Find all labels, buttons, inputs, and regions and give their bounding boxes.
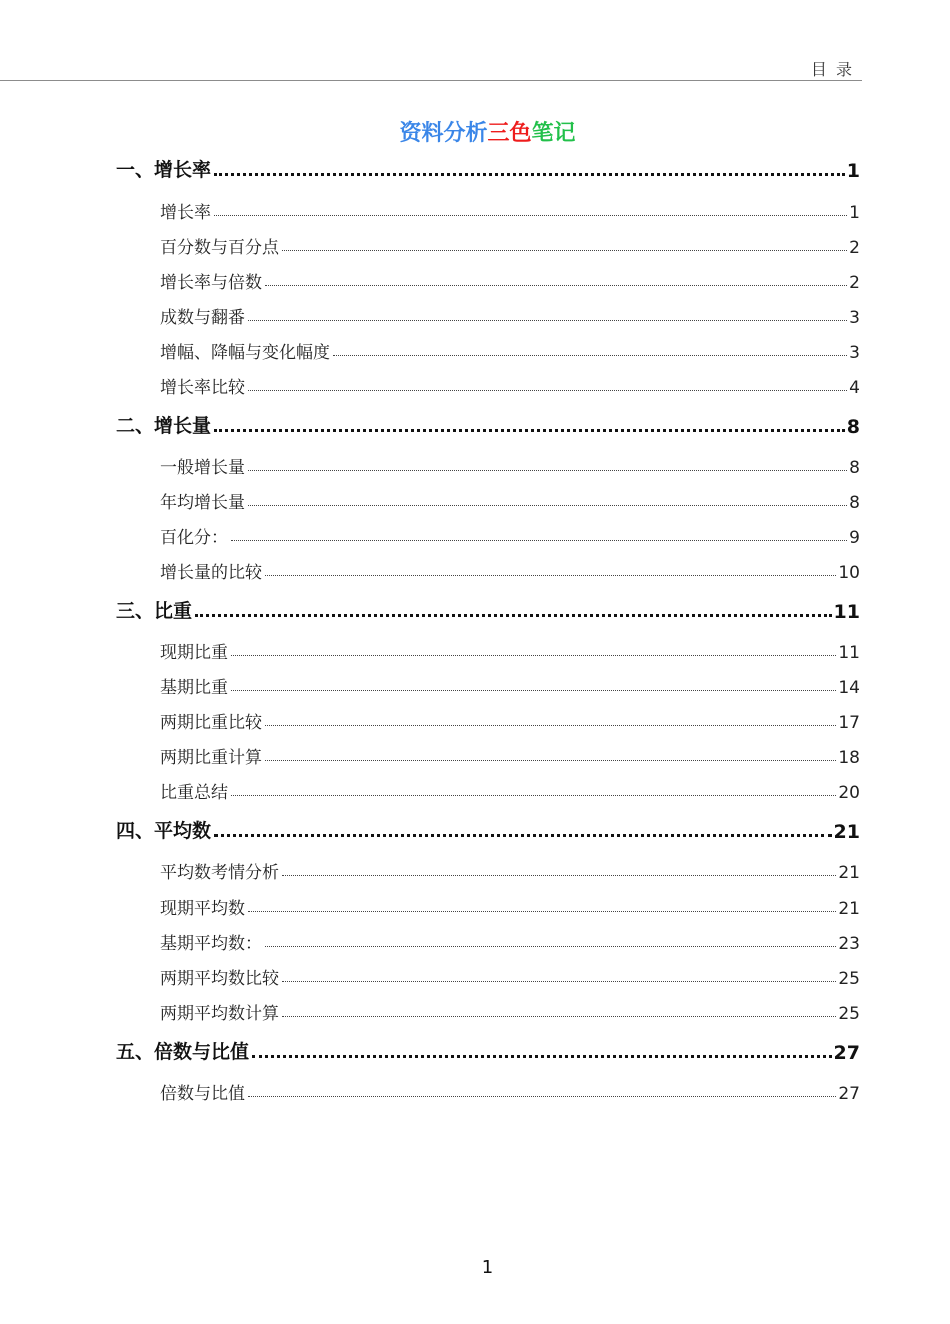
toc-section-label: 百分数与百分点 bbox=[160, 238, 279, 258]
toc-section-page: 3 bbox=[849, 308, 860, 328]
dot-leader bbox=[248, 470, 847, 471]
toc-section[interactable] bbox=[160, 893, 860, 919]
toc-chapter-3[interactable] bbox=[116, 597, 860, 623]
toc-chapter-page: 27 bbox=[833, 1042, 860, 1064]
dot-leader bbox=[282, 1016, 836, 1017]
toc-section-label: 平均数考情分析 bbox=[160, 863, 279, 883]
toc-section-page: 3 bbox=[849, 343, 860, 363]
toc-section-label: 百化分： bbox=[160, 528, 228, 548]
toc-chapter-4[interactable] bbox=[116, 817, 860, 843]
title-part-blue: 资料分析 bbox=[399, 121, 488, 146]
toc-chapter-label: 四、平均数 bbox=[116, 820, 212, 842]
toc-section-label: 现期平均数 bbox=[160, 899, 245, 919]
toc-section-page: 25 bbox=[838, 969, 860, 989]
toc-section[interactable] bbox=[160, 742, 860, 768]
toc-section-page: 11 bbox=[838, 643, 860, 663]
toc-section[interactable] bbox=[160, 232, 860, 258]
toc-section-page: 8 bbox=[849, 493, 860, 513]
toc-section-page: 9 bbox=[849, 528, 860, 548]
toc-section[interactable] bbox=[160, 452, 860, 478]
dot-leader bbox=[333, 355, 847, 356]
dot-leader bbox=[282, 875, 836, 876]
dot-leader bbox=[195, 614, 832, 617]
dot-leader bbox=[282, 250, 847, 251]
dot-leader bbox=[214, 173, 845, 176]
dot-leader bbox=[231, 690, 836, 691]
toc-section-page: 8 bbox=[849, 458, 860, 478]
dot-leader bbox=[248, 911, 836, 912]
toc-section[interactable] bbox=[160, 928, 860, 954]
toc-section-label: 倍数与比值 bbox=[160, 1084, 245, 1104]
toc-section-page: 2 bbox=[849, 273, 860, 293]
toc-section-label: 基期平均数： bbox=[160, 934, 262, 954]
dot-leader bbox=[248, 505, 847, 506]
document-title bbox=[0, 116, 950, 147]
toc-section-label: 两期比重比较 bbox=[160, 713, 262, 733]
toc-chapter-2[interactable] bbox=[116, 412, 860, 438]
toc-section-page: 17 bbox=[838, 713, 860, 733]
toc-chapter-1[interactable] bbox=[116, 156, 860, 182]
toc-section-label: 一般增长量 bbox=[160, 458, 245, 478]
toc-chapter-page: 8 bbox=[846, 416, 860, 438]
toc-section-page: 4 bbox=[849, 378, 860, 398]
dot-leader bbox=[265, 946, 836, 947]
toc-section-page: 23 bbox=[838, 934, 860, 954]
title-part-green: 笔记 bbox=[531, 121, 576, 146]
toc-chapter-page: 21 bbox=[833, 821, 860, 843]
toc-section-page: 10 bbox=[838, 563, 860, 583]
toc-section-label: 增幅、降幅与变化幅度 bbox=[160, 343, 330, 363]
dot-leader bbox=[231, 540, 847, 541]
toc-section-label: 基期比重 bbox=[160, 678, 228, 698]
dot-leader bbox=[265, 760, 836, 761]
toc-section[interactable] bbox=[160, 1078, 860, 1104]
toc-chapter-label: 一、增长率 bbox=[116, 159, 212, 181]
toc-section-label: 增长率比较 bbox=[160, 378, 245, 398]
dot-leader bbox=[214, 834, 832, 837]
header-label: 目 录 bbox=[810, 60, 854, 79]
toc-section[interactable] bbox=[160, 197, 860, 223]
toc-section[interactable] bbox=[160, 267, 860, 293]
toc-section-page: 21 bbox=[838, 863, 860, 883]
dot-leader bbox=[265, 285, 847, 286]
toc-section[interactable] bbox=[160, 963, 860, 989]
dot-leader bbox=[282, 981, 836, 982]
page-number: 1 bbox=[481, 1257, 494, 1278]
toc-section[interactable] bbox=[160, 487, 860, 513]
toc-section-page: 21 bbox=[838, 899, 860, 919]
dot-leader bbox=[248, 390, 847, 391]
toc-chapter-label: 三、比重 bbox=[116, 600, 193, 622]
toc-section[interactable] bbox=[160, 522, 860, 548]
dot-leader bbox=[252, 1055, 832, 1058]
toc-section-label: 比重总结 bbox=[160, 783, 228, 803]
toc-section-label: 增长量的比较 bbox=[160, 563, 262, 583]
toc-section[interactable] bbox=[160, 302, 860, 328]
toc-section-label: 成数与翻番 bbox=[160, 308, 245, 328]
header-divider bbox=[0, 80, 862, 81]
dot-leader bbox=[231, 795, 836, 796]
toc-section[interactable] bbox=[160, 777, 860, 803]
dot-leader bbox=[214, 215, 847, 216]
dot-leader bbox=[248, 1096, 836, 1097]
toc-section[interactable] bbox=[160, 337, 860, 363]
toc-section-label: 两期平均数计算 bbox=[160, 1004, 279, 1024]
toc-section-label: 现期比重 bbox=[160, 643, 228, 663]
dot-leader bbox=[214, 429, 845, 432]
toc-section-page: 20 bbox=[838, 783, 860, 803]
toc-chapter-5[interactable] bbox=[116, 1038, 860, 1064]
dot-leader bbox=[265, 725, 836, 726]
toc-section-label: 两期比重计算 bbox=[160, 748, 262, 768]
toc-chapter-page: 1 bbox=[846, 160, 860, 182]
toc-section-page: 14 bbox=[838, 678, 860, 698]
toc-section[interactable] bbox=[160, 707, 860, 733]
toc-section-page: 1 bbox=[849, 203, 860, 223]
toc-section-label: 增长率 bbox=[160, 203, 211, 223]
title-part-red: 三色 bbox=[487, 121, 532, 146]
toc-chapter-label: 二、增长量 bbox=[116, 415, 212, 437]
toc-section[interactable] bbox=[160, 857, 860, 883]
toc-section-page: 2 bbox=[849, 238, 860, 258]
toc-section[interactable] bbox=[160, 637, 860, 663]
dot-leader bbox=[231, 655, 836, 656]
toc-section-label: 两期平均数比较 bbox=[160, 969, 279, 989]
toc-section[interactable] bbox=[160, 672, 860, 698]
toc-section-page: 27 bbox=[838, 1084, 860, 1104]
toc-section[interactable] bbox=[160, 372, 860, 398]
dot-leader bbox=[248, 320, 847, 321]
toc-chapter-page: 11 bbox=[833, 601, 860, 623]
toc-section-label: 增长率与倍数 bbox=[160, 273, 262, 293]
toc-section[interactable] bbox=[160, 998, 860, 1024]
dot-leader bbox=[265, 575, 836, 576]
toc-section-page: 25 bbox=[838, 1004, 860, 1024]
toc-section-label: 年均增长量 bbox=[160, 493, 245, 513]
toc-section[interactable] bbox=[160, 557, 860, 583]
toc-chapter-label: 五、倍数与比值 bbox=[116, 1041, 250, 1063]
toc-section-page: 18 bbox=[838, 748, 860, 768]
